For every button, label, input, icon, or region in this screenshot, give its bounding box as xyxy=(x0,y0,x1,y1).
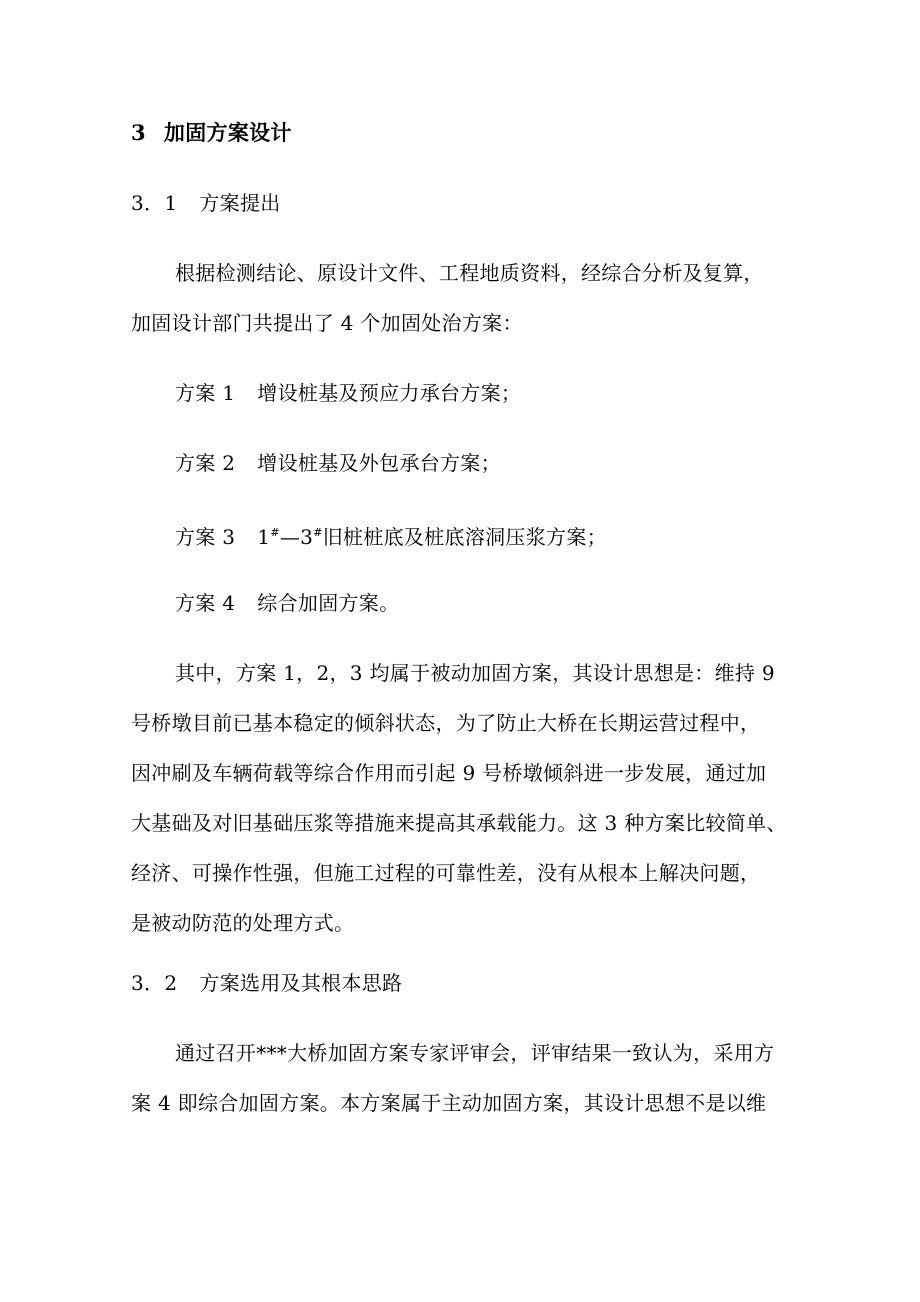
section-3-2-heading xyxy=(131,968,402,998)
plan-3-text-c: 旧桩桩底及桩底溶洞压浆方案； xyxy=(322,525,607,549)
analysis-line-6: 是被动防范的处理方式。 xyxy=(131,911,355,935)
selection-line-1: 通过召开***大桥加固方案专家评审会，评审结果一致认为，采用方 xyxy=(175,1041,775,1065)
intro-line-1: 根据检测结论、原设计文件、工程地质资料，经综合分析及复算， xyxy=(175,261,764,285)
section-3-heading xyxy=(131,118,292,148)
plan-4-text: 综合加固方案。 xyxy=(257,591,400,615)
section-3-number: 3 xyxy=(131,120,146,145)
plan-3 xyxy=(175,518,607,552)
plan-3-text-a: 1 xyxy=(257,525,271,549)
plan-3-text-b: —3 xyxy=(279,525,314,549)
section-3-1-heading xyxy=(131,188,281,218)
plan-1-label: 方案 1 xyxy=(175,381,236,405)
plan-2-label: 方案 2 xyxy=(175,451,236,475)
analysis-line-4: 大基础及对旧基础压浆等措施来提高其承载能力。这 3 种方案比较简单、 xyxy=(131,811,787,835)
section-3-title: 加固方案设计 xyxy=(163,120,292,145)
analysis-line-3: 因冲刷及车辆荷载等综合作用而引起 9 号桥墩倾斜进一步发展，通过加 xyxy=(131,761,767,785)
intro-line-2: 加固设计部门共提出了 4 个加固处治方案： xyxy=(131,311,523,335)
section-3-2-title: 方案选用及其根本思路 xyxy=(199,971,403,995)
plan-1-text: 增设桩基及预应力承台方案； xyxy=(257,381,522,405)
plan-1 xyxy=(175,378,521,408)
section-3-2-number: 3．2 xyxy=(131,971,178,995)
plan-4 xyxy=(175,588,399,618)
analysis-line-2: 号桥墩目前已基本稳定的倾斜状态，为了防止大桥在长期运营过程中， xyxy=(131,711,761,735)
plan-3-sup-b: # xyxy=(313,526,323,539)
analysis-line-1: 其中，方案 1，2，3 均属于被动加固方案，其设计思想是：维持 9 xyxy=(175,661,775,685)
plan-4-label: 方案 4 xyxy=(175,591,236,615)
selection-line-2: 案 4 即综合加固方案。本方案属于主动加固方案，其设计思想不是以维 xyxy=(131,1091,767,1115)
plan-2-text: 增设桩基及外包承台方案； xyxy=(257,451,501,475)
analysis-line-5: 经济、可操作性强，但施工过程的可靠性差，没有从根本上解决问题， xyxy=(131,861,761,885)
plan-3-label: 方案 3 xyxy=(175,525,236,549)
section-3-1-number: 3．1 xyxy=(131,191,178,215)
plan-3-sup-a: # xyxy=(270,526,280,539)
section-3-1-title: 方案提出 xyxy=(199,191,281,215)
plan-2 xyxy=(175,448,501,478)
